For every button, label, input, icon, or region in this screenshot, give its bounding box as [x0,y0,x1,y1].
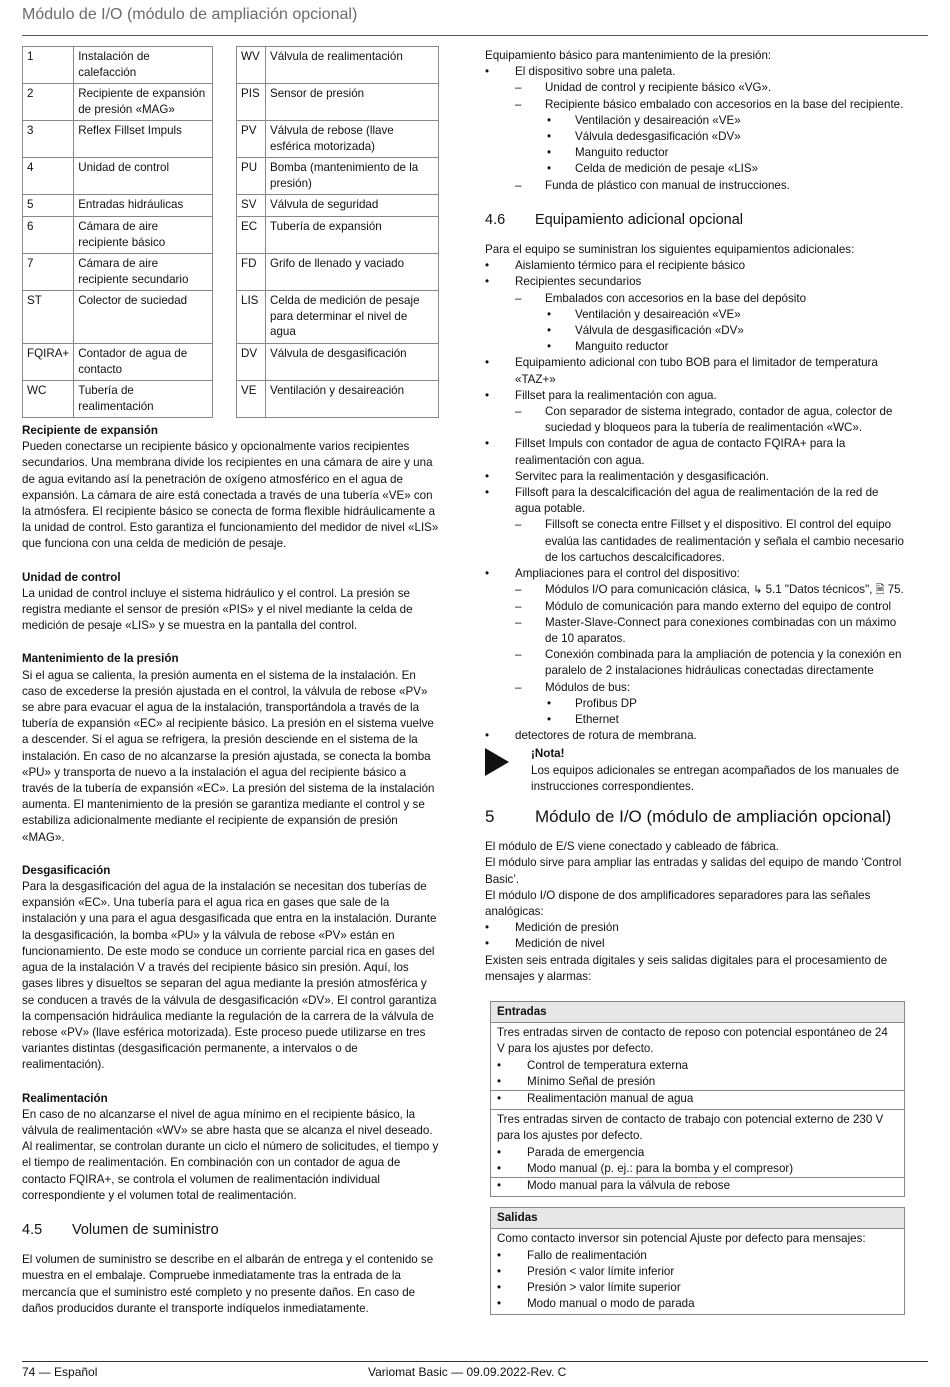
salidas-box [490,1207,905,1315]
legend-row [23,291,213,344]
right-column [485,48,905,1315]
legend-code: 4 [23,158,74,195]
list-item: – Con separador de sistema integrado, contador de agua, colector de suciedad y bloqueos para la tubería de realimentación «WC». [515,404,905,436]
entradas-box [490,1001,905,1197]
list-item: • Ampliaciones para el control del dispositivo: – Módulos I/O para comunicación clásica, ↳ 5.1 "Datos técnicos", 🗎 75. – Módulo de comunicación para mando externo del equipo de control – Master-Slave-Connect para conexiones combinadas con un máximo de 10 aparatos. – Conexión combinada para la ampliación de potencia y la conexión en paralelo de 2 instalaciones hidráulicas conectadas directamente – Módulos de bus: • Profibus DP • Ethernet [485,566,905,728]
header-rule [22,35,928,36]
list-item: • Control de temperatura externa [497,1058,898,1074]
list-item: – Conexión combinada para la ampliación de potencia y la conexión en paralelo de 2 instalaciones hidráulicas conectadas directamente [515,647,905,679]
list-item: – Embalados con accesorios en la base del depósito • Ventilación y desaireación «VE» • Válvula de desgasificación «DV» • Manguito reductor [515,291,905,356]
list-item: • Fallo de realimentación [497,1248,898,1264]
legend-description: Cámara de aire recipiente básico [74,217,213,254]
legend-row [23,217,213,254]
section-title: Mantenimiento de la presión [22,652,179,666]
heading-4-6 [485,212,905,228]
list-item: • Realimentación manual de agua [491,1090,904,1107]
heading-text: Módulo de I/O (módulo de ampliación opcional) [535,806,892,826]
footer-rule [22,1361,928,1362]
section-text: La unidad de control incluye el sistema hidráulico y el control. La presión se registra mediante el sensor de presión «PIS» y el nivel mediante la celda de medición de pesaje «LIS» y se muestra en la pantalla del control. [22,586,413,633]
legend-code: 3 [23,121,74,158]
legend-code: 7 [23,254,74,291]
legend-description: Recipiente de expansión de presión «MAG» [74,84,213,121]
legend-code: ST [23,291,74,344]
legend-code: 1 [23,47,74,84]
legend-row [237,158,439,195]
page-header-title: Módulo de I/O (módulo de ampliación opcional) [22,6,358,23]
box-text: Como contacto inversor sin potencial Ajuste por defecto para mensajes: [497,1232,866,1246]
section-text: El módulo sirve para ampliar las entradas y salidas del equipo de mando ‘Control Basic’. [485,856,902,886]
list-item: • Manguito reductor [545,145,905,161]
legend-row [23,121,213,158]
section-text: Si el agua se calienta, la presión aumenta en el sistema de la instalación. En caso de excederse la presión ajustada en el control, la válvula de rebose «PV» se abre para evacuar el agua de la instalación, transportándola a través de la tubería de expansión «EC» al recipiente básico. La presión en el sistema vuelve a descender. Si el agua se refrigera, la presión desciende en el sistema de la instalación. En caso de no alcanzarse la presión ajustada, se conecta la bomba «PU» y transporta de nuevo a la instalación el agua del recipiente básico a través de la tubería de expansión «EC». La presión del sistema de la instalación aumenta. El mantenimiento de la presión se garantiza mediante el control y se estabiliza adicionalmente mediante el recipiente de expansión de presión «MAG». [22,668,435,844]
legend-row [237,47,439,84]
list-item: – Módulos I/O para comunicación clásica, ↳ 5.1 "Datos técnicos", 🗎 75. [515,582,905,598]
list-item: • Medición de presión [485,920,905,936]
box-section [491,1109,904,1196]
list-item: • Celda de medición de pesaje «LIS» [545,161,905,177]
legend-code: DV [237,344,266,381]
list-item: • Modo manual o modo de parada [497,1296,898,1312]
list-item: • Servitec para la realimentación y desgasificación. [485,469,905,485]
footer-document: Variomat Basic — 09.09.2022-Rev. C [368,1365,567,1379]
basic-equipment-intro: Equipamiento básico para mantenimiento de la presión: [485,49,772,62]
list-item: • Presión < valor límite inferior [497,1264,898,1280]
list-item: • Fillset para la realimentación con agua. – Con separador de sistema integrado, contador de agua, colector de suciedad y bloqueos para la tubería de realimentación «WC». [485,388,905,437]
legend-row [237,217,439,254]
list-item: – Módulos de bus: • Profibus DP • Ethernet [515,680,905,729]
box-text: Tres entradas sirven de contacto de trabajo con potencial externo de 230 V para los ajustes por defecto. [497,1113,884,1143]
legend-row [23,47,213,84]
legend-description: Válvula de desgasificación [266,344,439,381]
legend-code: PU [237,158,266,195]
legend-code: FD [237,254,266,291]
legend-description: Grifo de llenado y vaciado [266,254,439,291]
section-title: Recipiente de expansión [22,424,158,437]
list-item: • Válvula dedesgasificación «DV» [545,129,905,145]
list-item: • Fillset Impuls con contador de agua de contacto FQIRA+ para la realimentación con agua. [485,436,905,468]
list-item: – Master-Slave-Connect para conexiones combinadas con un máximo de 10 aparatos. [515,615,905,647]
list-item: • Parada de emergencia [497,1145,898,1161]
legend-code: PV [237,121,266,158]
legend-description: Sensor de presión [266,84,439,121]
page-icon: 🗎 [875,584,885,597]
legend-row [237,84,439,121]
heading-4-5 [22,1222,440,1238]
section-intro: Para el equipo se suministran los siguientes equipamientos adicionales: [485,243,855,257]
legend-code: VE [237,381,266,418]
legend-code: PIS [237,84,266,121]
legend-description: Contador de agua de contacto [74,344,213,381]
list-item: • Manguito reductor [545,339,905,355]
legend-description: Válvula de realimentación [266,47,439,84]
legend-row [23,195,213,217]
legend-row [23,344,213,381]
list-item: • El dispositivo sobre una paleta. – Unidad de control y recipiente básico «VG». – Recipiente básico embalado con accesorios en la base del recipiente. • Ventilación y desaireación «VE» • Válvula dedesgasificación «DV» • Manguito reductor • Celda de medición de pesaje «LIS» – Funda de plástico con manual de instrucciones. [485,64,905,194]
legend-description: Unidad de control [74,158,213,195]
list-item: • detectores de rotura de membrana. [485,728,905,744]
legend-table-left [22,46,213,418]
legend-row [237,291,439,344]
legend-description: Tubería de expansión [266,217,439,254]
legend-description: Cámara de aire recipiente secundario [74,254,213,291]
legend-row [237,344,439,381]
section-text: El volumen de suministro se describe en el albarán de entrega y el contenido se muestra en el embalaje. Compruebe inmediatamente tras la entrada de la mercancía que el suministro esté completo y no presente daños. En caso de daños producidos durante el transporte indíquelos inmediatamente. [22,1253,434,1315]
box-text: Tres entradas sirven de contacto de reposo con potencial espontáneo de 24 V para los ajustes por defecto. [497,1026,888,1056]
list-item: • Equipamiento adicional con tubo BOB para el limitador de temperatura «TAZ+» [485,355,905,387]
heading-number: 4.5 [22,1221,43,1238]
note-text: Los equipos adicionales se entregan acompañados de los manuales de instrucciones correspondientes. [531,763,900,793]
list-item: • Mínimo Señal de presión [497,1074,898,1090]
list-item: • Recipientes secundarios – Embalados con accesorios en la base del depósito • Ventilación y desaireación «VE» • Válvula de desgasificación «DV» • Manguito reductor [485,274,905,355]
legend-code: 2 [23,84,74,121]
ref-arrow-icon[interactable]: ↳ [753,584,763,597]
section-text: Existen seis entrada digitales y seis salidas digitales para el procesamiento de mensajes y alarmas: [485,953,888,983]
list-item: – Unidad de control y recipiente básico «VG». [515,80,905,96]
heading-number: 5 [485,806,495,826]
heading-number: 4.6 [485,211,506,228]
legend-description: Reflex Fillset Impuls [74,121,213,158]
legend-description: Válvula de seguridad [266,195,439,217]
box-title: Salidas [491,1208,904,1229]
legend-code: LIS [237,291,266,344]
legend-description: Entradas hidráulicas [74,195,213,217]
list-item: • Modo manual (p. ej.: para la bomba y el compresor) [497,1161,898,1177]
list-item: • Modo manual para la válvula de rebose [491,1177,904,1194]
footer-page: 74 — Español [22,1365,98,1379]
legend-code: 5 [23,195,74,217]
list-item: • Profibus DP [545,696,905,712]
box-section [491,1023,904,1109]
list-item: • Presión > valor límite superior [497,1280,898,1296]
list-item: • Ventilación y desaireación «VE» [545,307,905,323]
legend-description: Bomba (mantenimiento de la presión) [266,158,439,195]
legend-row [23,158,213,195]
heading-5 [485,806,905,826]
legend-row [237,381,439,418]
legend-description: Válvula de rebose (llave esférica motorizada) [266,121,439,158]
play-arrow-icon [485,748,509,776]
legend-code: FQIRA+ [23,344,74,381]
heading-text: Volumen de suministro [72,1221,219,1238]
legend-row [23,84,213,121]
list-item: • Aislamiento térmico para el recipiente básico [485,258,905,274]
list-item: – Recipiente básico embalado con accesorios en la base del recipiente. • Ventilación y desaireación «VE» • Válvula dedesgasificación «DV» • Manguito reductor • Celda de medición de pesaje «LIS» [515,97,905,178]
box-section [491,1229,904,1314]
heading-text: Equipamiento adicional opcional [535,211,743,228]
legend-code: EC [237,217,266,254]
legend-code: WC [23,381,74,418]
section-text: El módulo de E/S viene conectado y cableado de fábrica. [485,840,779,854]
legend-row [237,121,439,158]
legend-code: WV [237,47,266,84]
note-title: ¡Nota! [531,747,565,761]
page-reference[interactable]: 75. [884,583,904,597]
legend-row [23,381,213,418]
list-item: • Ethernet [545,712,905,728]
legend-description: Celda de medición de pesaje para determinar el nivel de agua [266,291,439,344]
note-box [485,746,905,795]
legend-code: SV [237,195,266,217]
section-text: En caso de no alcanzarse el nivel de agua mínimo en el recipiente básico, la válvula de realimentación «WV» se abre hasta que se alcanza el nivel deseado. Al realimentar, se controlan durante un ciclo el número de solicitudes, el tiempo y el tiempo de realimentación. En combinación con un contador de agua de contacto FQIRA+, se controla el volumen de realimentación individual correspondiente y el volumen total de realimentación. [22,1107,439,1202]
section-title: Desgasificación [22,863,111,877]
section-text: Para la desgasificación del agua de la instalación se necesitan dos tuberías de expansión «EC». Una tubería para el agua rica en gases que sale de la instalación y una para el agua desgasificada que entra en la instalación. Durante la desgasificación, la bomba «PU» y la válvula de rebose «PV» están en funcionamiento. De este modo se conduce un corriente parcial rica en gases del agua de la instalación V a través del recipiente básico sin presión. Aquí, los gases libres y disueltos se separan del agua mediante la presión atmosférica y se conducen a través de la válvula de desgasificación «DV». El control garantiza la compensación hidráulica mediante la regulación de la carrera de la válvula de rebose «PV» (llave esférica motorizada). Este proceso puede utilizarse en tres variantes distintas (desgasificación permanente, a intervalos o de realimentación). [22,880,437,1072]
legend-description: Tubería de realimentación [74,381,213,418]
legend-row [237,254,439,291]
legend-code: 6 [23,217,74,254]
section-text: Pueden conectarse un recipiente básico y opcionalmente varios recipientes secundarios. Una membrana divide los recipientes en una cámara de aire y una de agua evitando así la penetración de oxígeno atmosférico en el agua de expansión. La cámara de aire está conectada a través de una tubería «VE» con la atmósfera. El recipiente básico se conecta de forma flexible hidráulicamente a la unidad de control. Esto garantiza el funcionamiento del medidor de nivel «LIS» que funciona con una celda de medición de pesaje. [22,440,439,551]
legend-row [23,254,213,291]
list-item: – Funda de plástico con manual de instrucciones. [515,178,905,194]
legend-description: Ventilación y desaireación [266,381,439,418]
section-text: El módulo I/O dispone de dos amplificadores separadores para las señales analógicas: [485,888,871,918]
list-item: – Módulo de comunicación para mando externo del equipo de control [515,599,905,615]
list-item: – Fillsoft se conecta entre Fillset y el dispositivo. El control del equipo evalúa las cantidades de realimentación y señala el cambio necesario de los cartuchos descalcificadores. [515,517,905,566]
legend-description: Colector de suciedad [74,291,213,344]
list-item: • Medición de nivel [485,936,905,952]
list-item: • Fillsoft para la descalcificación del agua de realimentación de la red de agua potable. – Fillsoft se conecta entre Fillset y el dispositivo. El control del equipo evalúa las cantidades de realimentación y señala el cambio necesario de los cartuchos descalcificadores. [485,485,905,566]
box-title: Entradas [491,1002,904,1023]
legend-row [237,195,439,217]
list-item: • Válvula de desgasificación «DV» [545,323,905,339]
legend-table-right [236,46,439,418]
left-sections [22,423,440,1317]
section-title: Realimentación [22,1091,108,1105]
section-title: Unidad de control [22,570,121,584]
list-item: • Ventilación y desaireación «VE» [545,113,905,129]
legend-description: Instalación de calefacción [74,47,213,84]
cross-reference-link[interactable]: 5.1 "Datos técnicos", [762,583,876,597]
